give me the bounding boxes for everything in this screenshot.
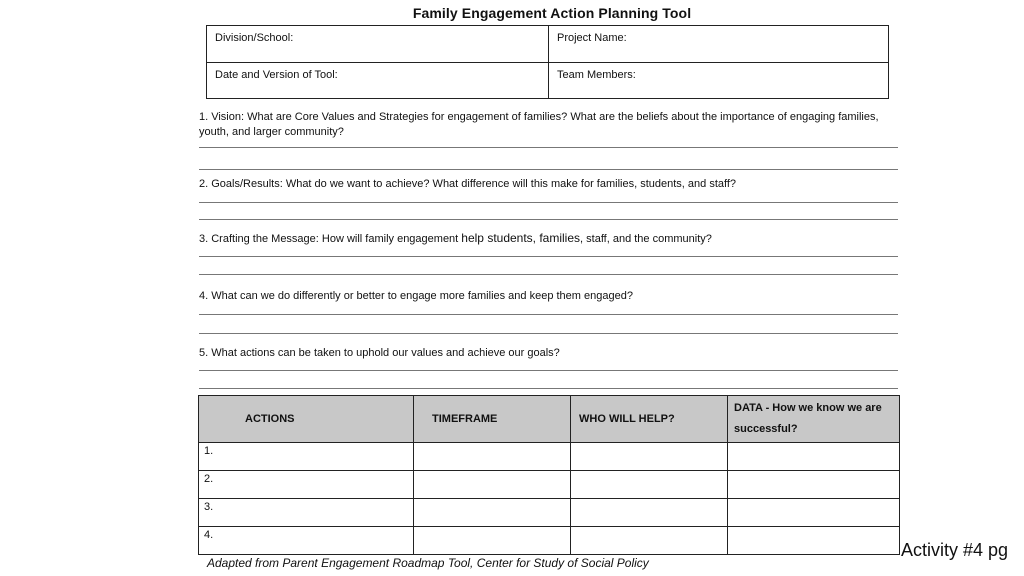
table-row [199, 499, 900, 527]
question-2: 2. Goals/Results: What do we want to achieve? What difference will this make for families, students, and staff? [199, 178, 737, 190]
date-version-field[interactable]: Date and Version of Tool: [207, 63, 549, 98]
answer-line[interactable] [199, 274, 898, 275]
info-grid [206, 25, 889, 99]
team-members-field[interactable]: Team Members: [557, 69, 636, 81]
table-row [199, 527, 900, 555]
question-3 [199, 231, 899, 247]
data-cell[interactable] [728, 471, 900, 499]
answer-line[interactable] [199, 169, 898, 170]
timeframe-cell[interactable] [414, 443, 571, 471]
question-4: 4. What can we do differently or better to engage more families and keep them engaged? [199, 290, 633, 302]
action-cell[interactable]: 3. [199, 499, 414, 527]
action-cell[interactable]: 2. [199, 471, 414, 499]
table-row [199, 471, 900, 499]
column-header-data: DATA - How we know we are successful? [728, 396, 900, 443]
data-cell[interactable] [728, 443, 900, 471]
timeframe-cell[interactable] [414, 527, 571, 555]
timeframe-cell[interactable] [414, 471, 571, 499]
who-cell[interactable] [571, 527, 728, 555]
data-cell[interactable] [728, 527, 900, 555]
data-cell[interactable] [728, 499, 900, 527]
answer-line[interactable] [199, 370, 898, 371]
page-title: Family Engagement Action Planning Tool [412, 5, 692, 21]
answer-line[interactable] [199, 256, 898, 257]
who-cell[interactable] [571, 443, 728, 471]
project-name-field[interactable]: Project Name: [549, 26, 888, 63]
answer-line[interactable] [199, 314, 898, 315]
question-3-text-a: 3. Crafting the Message: How will family engagement [199, 233, 462, 245]
column-header-actions: ACTIONS [199, 396, 414, 443]
table-header-row [199, 396, 900, 443]
answer-line[interactable] [199, 202, 898, 203]
column-header-who: WHO WILL HELP? [571, 396, 728, 443]
question-3-text-c: , staff, and the community? [580, 233, 712, 245]
source-attribution: Adapted from Parent Engagement Roadmap Tool, Center for Study of Social Policy [207, 556, 649, 570]
who-cell[interactable] [571, 499, 728, 527]
answer-line[interactable] [199, 333, 898, 334]
table-row [199, 443, 900, 471]
action-cell[interactable]: 1. [199, 443, 414, 471]
timeframe-cell[interactable] [414, 499, 571, 527]
question-3-text-b: help students, families [461, 231, 581, 245]
answer-line[interactable] [199, 147, 898, 148]
question-1: 1. Vision: What are Core Values and Strategies for engagement of families? What are the beliefs about the importance of engaging families, youth, and larger community? [199, 111, 879, 138]
answer-line[interactable] [199, 219, 898, 220]
action-cell[interactable]: 4. [199, 527, 414, 555]
answer-line[interactable] [199, 388, 898, 389]
who-cell[interactable] [571, 471, 728, 499]
activity-label: Activity #4 pg [901, 540, 1009, 560]
action-plan-table [198, 395, 900, 555]
column-header-timeframe: TIMEFRAME [414, 396, 571, 443]
question-5: 5. What actions can be taken to uphold our values and achieve our goals? [199, 347, 560, 359]
division-school-field[interactable]: Division/School: [207, 26, 549, 63]
